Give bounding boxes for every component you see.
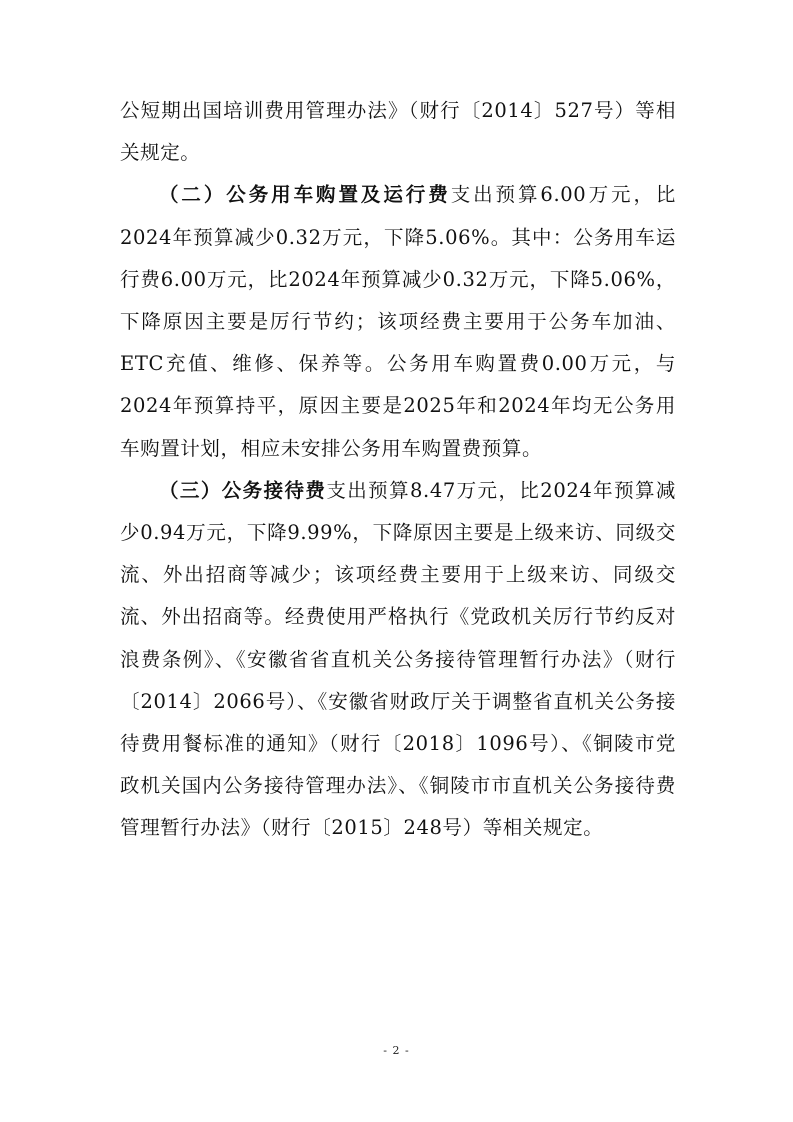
section-heading-reception: （三）公务接待费	[159, 478, 327, 502]
document-body	[120, 90, 676, 850]
paragraph-vehicle-expenses	[120, 174, 676, 469]
page-number: - 2 -	[383, 1044, 410, 1057]
paragraph-text: 支出预算8.47万元，比2024年预算减少0.94万元，下降9.99%，下降原因主要是上级来访、同级交流、外出招商等减少；该项经费主要用于上级来访、同级交流、外出招商等。经费使用严格执行《党政机关厉行节约反对浪费条例》、《安徽省省直机关公务接待管理暂行办法》（财行〔2014〕2066号）、《安徽省财政厅关于调整省直机关公务接待费用餐标准的通知》（财行〔2018〕1096号）、《铜陵市党政机关国内公务接待管理办法》、《铜陵市市直机关公务接待费管理暂行办法》（财行〔2015〕248号）等相关规定。	[120, 478, 676, 840]
section-heading-vehicle: （二）公务用车购置及运行费	[159, 183, 451, 207]
paragraph-continuation	[120, 90, 676, 174]
paragraph-text: 支出预算6.00万元，比2024年预算减少0.32万元，下降5.06%。其中：公务用车运行费6.00万元，比2024年预算减少0.32万元，下降5.06%，下降原因主要是厉行节约；该项经费主要用于公务车加油、ETC充值、维修、保养等。公务用车购置费0.00万元，与2024年预算持平，原因主要是2025年和2024年均无公务用车购置计划，相应未安排公务用车购置费预算。	[120, 183, 676, 460]
paragraph-reception-expenses	[120, 470, 676, 850]
paragraph-text: 公短期出国培训费用管理办法》（财行〔2014〕527号）等相关规定。	[120, 99, 676, 165]
